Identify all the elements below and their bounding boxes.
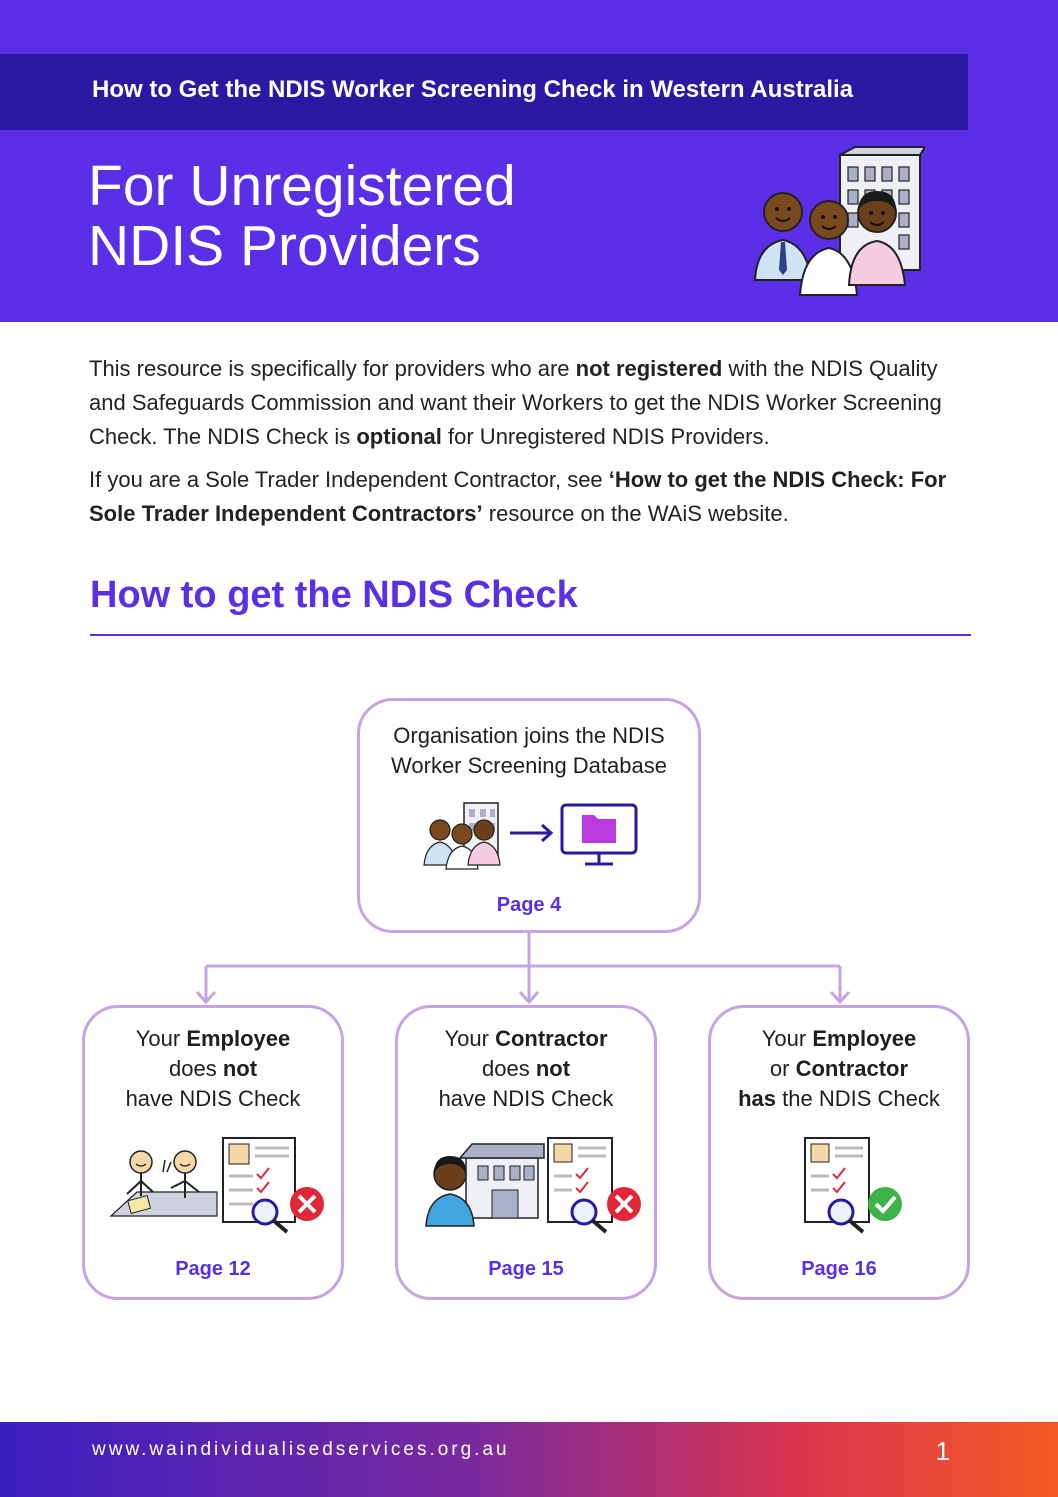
intro-p1-c: with the NDIS Quality and Safeguards Commission and want their Workers to get the NDIS Worker Screening Check. The NDIS Check is (89, 356, 942, 449)
flow-box-contractor-line3: have NDIS Check (438, 1086, 614, 1111)
page-16-link[interactable]: Page 16 (801, 1258, 877, 1280)
flow-box-join-text (360, 721, 698, 781)
intro-p1-b: not registered (575, 356, 723, 381)
document-title: How to Get the NDIS Worker Screening Check in Western Australia (92, 76, 854, 103)
flow-box-has-check-line3 (711, 1084, 967, 1114)
has-check-l3b: the NDIS Check (776, 1086, 940, 1111)
flow-box-employee-no-check (82, 1005, 344, 1300)
flow-box-has-check-text (711, 1024, 967, 1114)
intro-p2-a: If you are a Sole Trader Independent Contractor, see (89, 467, 609, 492)
flow-box-join-line2: Worker Screening Database (391, 753, 667, 778)
flow-box-has-check (708, 1005, 970, 1300)
intro-p2-b: ‘How to get the NDIS Check: For Sole Trader Independent Contractors’ (89, 467, 947, 526)
page-15-link[interactable]: Page 15 (488, 1258, 564, 1280)
contractor-l2b: not (535, 1056, 571, 1081)
employee-l2a: does (168, 1056, 223, 1081)
page-heading-line1: For Unregistered (88, 154, 516, 218)
flow-box-has-check-line1 (711, 1024, 967, 1054)
organisation-to-database-icon (422, 797, 642, 872)
page-4-link[interactable]: Page 4 (496, 894, 562, 916)
flow-box-join-line1: Organisation joins the NDIS (393, 723, 665, 748)
contractor-no-check-icon (420, 1136, 642, 1236)
employee-l2b: not (222, 1056, 258, 1081)
flow-box-contractor-text (398, 1024, 654, 1114)
has-check-l3a: has (738, 1086, 777, 1111)
section-heading: How to get the NDIS Check (90, 574, 578, 616)
intro-p1-e: for Unregistered NDIS Providers. (441, 424, 770, 449)
intro-p1-a: This resource is specifically for providers who are (89, 356, 576, 381)
flow-box-employee-line1 (85, 1024, 341, 1054)
intro-p2-c: resource on the WAiS website. (482, 501, 789, 526)
contractor-l2a: does (481, 1056, 536, 1081)
flow-box-employee-text (85, 1024, 341, 1114)
flow-box-contractor-no-check (395, 1005, 657, 1300)
has-check-l2a: or (769, 1056, 796, 1081)
contractor-l1b: Contractor (495, 1026, 608, 1051)
has-check-l1a: Your (761, 1026, 813, 1051)
footer-website-link[interactable]: www.waindividualisedservices.org.au (92, 1439, 510, 1460)
has-check-l2b: Contractor (795, 1056, 909, 1081)
check-approved-icon (799, 1136, 919, 1236)
page-12-link[interactable]: Page 12 (175, 1258, 251, 1280)
employee-interview-no-check-icon (107, 1136, 329, 1236)
employee-l1b: Employee (186, 1026, 291, 1051)
flow-box-contractor-line1 (398, 1024, 654, 1054)
contractor-l1a: Your (444, 1026, 496, 1051)
page-heading-line2: NDIS Providers (88, 214, 481, 278)
employee-l1a: Your (135, 1026, 187, 1051)
flow-box-contractor-line2 (398, 1054, 654, 1084)
has-check-l1b: Employee (812, 1026, 917, 1051)
flow-box-has-check-line2 (711, 1054, 967, 1084)
flow-box-employee-line2 (85, 1054, 341, 1084)
flow-box-join-database (357, 698, 701, 933)
footer-page-number: 1 (935, 1436, 950, 1466)
footer (0, 1422, 1058, 1497)
intro-p1-d: optional (356, 424, 442, 449)
flow-box-employee-line3: have NDIS Check (125, 1086, 301, 1111)
